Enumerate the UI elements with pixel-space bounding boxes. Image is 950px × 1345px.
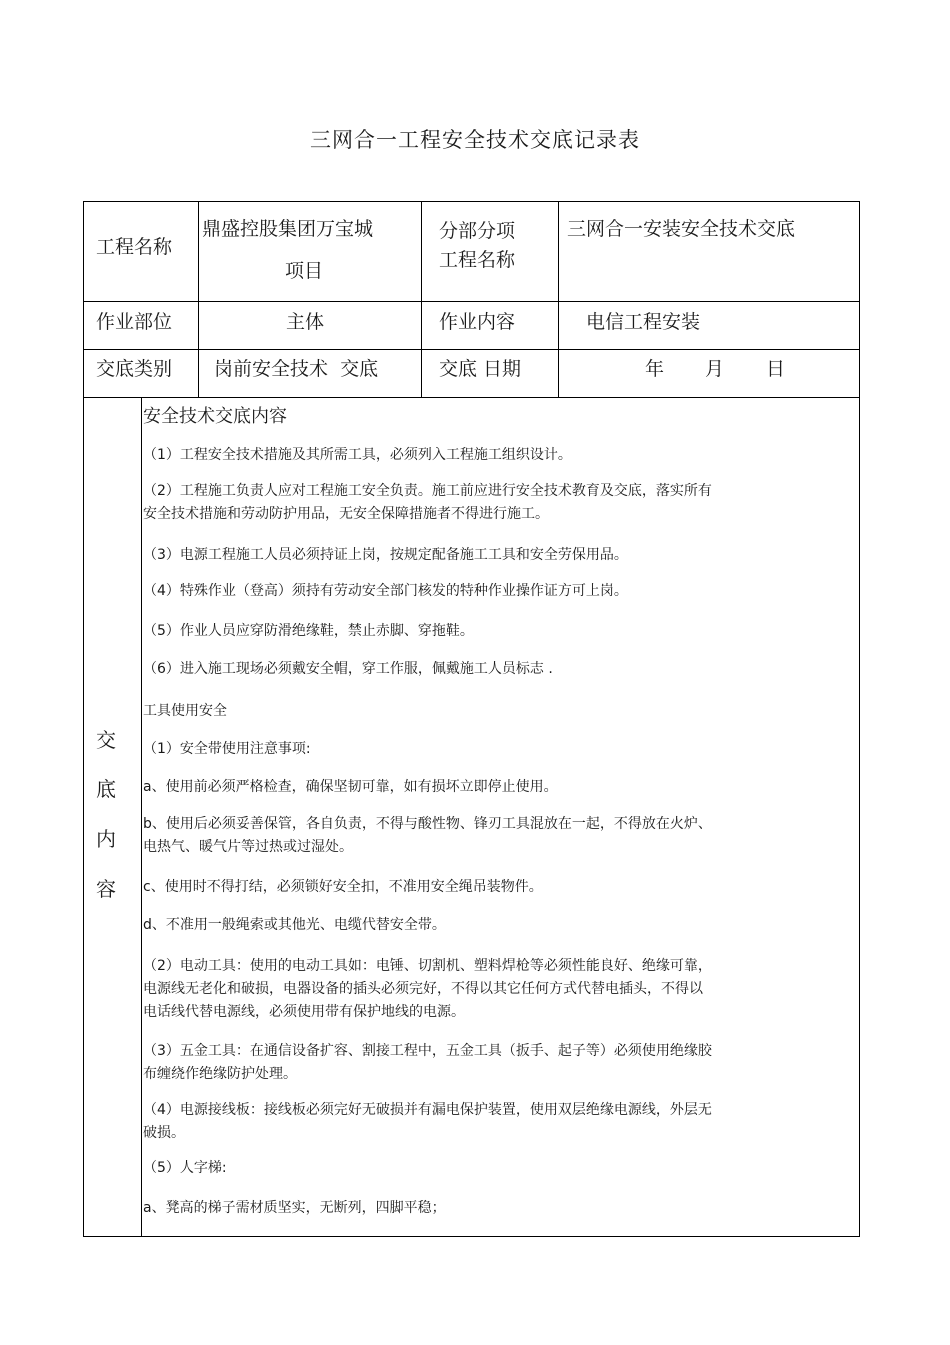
side-label-char: 底 [96, 777, 116, 801]
work-content-label: 作业内容 [439, 311, 516, 333]
date-month: 月 [705, 358, 725, 380]
content-line: （6）进入施工现场必须戴安全帽，穿工作服，佩戴施工人员标志 . [143, 661, 553, 677]
row-divider [83, 301, 860, 302]
work-content-value: 电信工程安装 [586, 311, 701, 333]
content-paragraph [143, 1157, 803, 1180]
content-line: （4）电源接线板：接线板必须完好无破损并有漏电保护装置，使用双层绝缘电源线，外层无 [143, 1102, 712, 1118]
content-paragraph [143, 914, 803, 937]
content-paragraph [143, 738, 803, 761]
content-heading: 安全技术交底内容 [143, 406, 287, 427]
content-paragraph [143, 955, 803, 1024]
content-line: （1）工程安全技术措施及其所需工具，必须列入工程施工组织设计。 [143, 447, 572, 463]
row-divider [83, 397, 860, 398]
content-line: （3）电源工程施工人员必须持证上岗，按规定配备施工工具和安全劳保用品。 [143, 547, 628, 563]
content-line: b、使用后必须妥善保管，各自负责，不得与酸性物、锋刃工具混放在一起，不得放在火炉、 [143, 816, 712, 832]
content-paragraph [143, 620, 803, 643]
col-divider [558, 201, 559, 397]
content-line: 电热气、暖气片等过热或过湿处。 [143, 839, 353, 855]
work-location-label: 作业部位 [96, 311, 173, 333]
content-line: 工具使用安全 [143, 703, 227, 719]
col-divider [198, 201, 199, 397]
project-name-value-line1: 鼎盛控股集团万宝城 [202, 218, 374, 240]
content-line: （5）作业人员应穿防滑绝缘鞋，禁止赤脚、穿拖鞋。 [143, 623, 474, 639]
content-paragraph [143, 1099, 803, 1145]
col-divider [421, 201, 422, 397]
content-line: d、不准用一般绳索或其他光、电缆代替安全带。 [143, 917, 446, 933]
content-paragraph [143, 1197, 803, 1220]
content-line: c、使用时不得打结，必须锁好安全扣，不准用安全绳吊装物件。 [143, 879, 543, 895]
content-paragraph [143, 876, 803, 899]
content-paragraph [143, 1040, 803, 1086]
content-paragraph [143, 480, 803, 526]
content-line: （2）工程施工负责人应对工程施工安全负责。施工前应进行安全技术教育及交底，落实所有 [143, 483, 712, 499]
project-name-value-line2: 项目 [285, 260, 324, 282]
side-label-char: 容 [96, 877, 116, 901]
briefing-type-label: 交底类别 [96, 358, 173, 380]
sub-project-label-line2: 工程名称 [439, 249, 516, 271]
content-line: （4）特殊作业（登高）须持有劳动安全部门核发的特种作业操作证方可上岗。 [143, 583, 628, 599]
content-paragraph [143, 813, 803, 859]
date-day: 日 [766, 358, 786, 380]
content-line: （5）人字梯: [143, 1160, 227, 1176]
content-paragraph [143, 776, 803, 799]
content-line: （2）电动工具：使用的电动工具如：电锤、切割机、塑料焊枪等必须性能良好、绝缘可靠， [143, 958, 712, 974]
col-divider [141, 397, 142, 1237]
sub-project-label-line1: 分部分项 [439, 220, 516, 242]
briefing-type-value: 岗前安全技术 交底 [214, 358, 379, 380]
project-name-label: 工程名称 [96, 236, 173, 258]
content-line: （3）五金工具：在通信设备扩容、割接工程中，五金工具（扳手、起子等）必须使用绝缘胶 [143, 1043, 712, 1059]
content-line: （1）安全带使用注意事项: [143, 741, 311, 757]
date-year: 年 [645, 358, 665, 380]
row-divider [83, 349, 860, 350]
content-line: a、使用前必须严格检查，确保坚韧可靠，如有损坏立即停止使用。 [143, 779, 558, 795]
content-paragraph [143, 700, 803, 723]
content-paragraph [143, 544, 803, 567]
content-line: 电话线代替电源线，必须使用带有保护地线的电源。 [143, 1004, 465, 1020]
side-label-char: 交 [96, 728, 116, 752]
content-paragraph [143, 658, 803, 681]
sub-project-value: 三网合一安装安全技术交底 [567, 218, 796, 240]
page-title: 三网合一工程安全技术交底记录表 [310, 128, 640, 152]
content-line: a、凳高的梯子需材质坚实，无断列，四脚平稳； [143, 1200, 446, 1216]
content-paragraph [143, 580, 803, 603]
content-line: 破损。 [143, 1125, 185, 1141]
content-line: 布缠绕作绝缘防护处理。 [143, 1066, 297, 1082]
content-line: 电源线无老化和破损，电器设备的插头必须完好，不得以其它任何方式代替电插头，不得以 [143, 981, 703, 997]
content-line: 安全技术措施和劳动防护用品，无安全保障措施者不得进行施工。 [143, 506, 549, 522]
content-paragraph [143, 444, 803, 467]
work-location-value: 主体 [286, 311, 325, 333]
side-label-char: 内 [96, 827, 116, 851]
briefing-date-label: 交底 日期 [439, 358, 522, 380]
